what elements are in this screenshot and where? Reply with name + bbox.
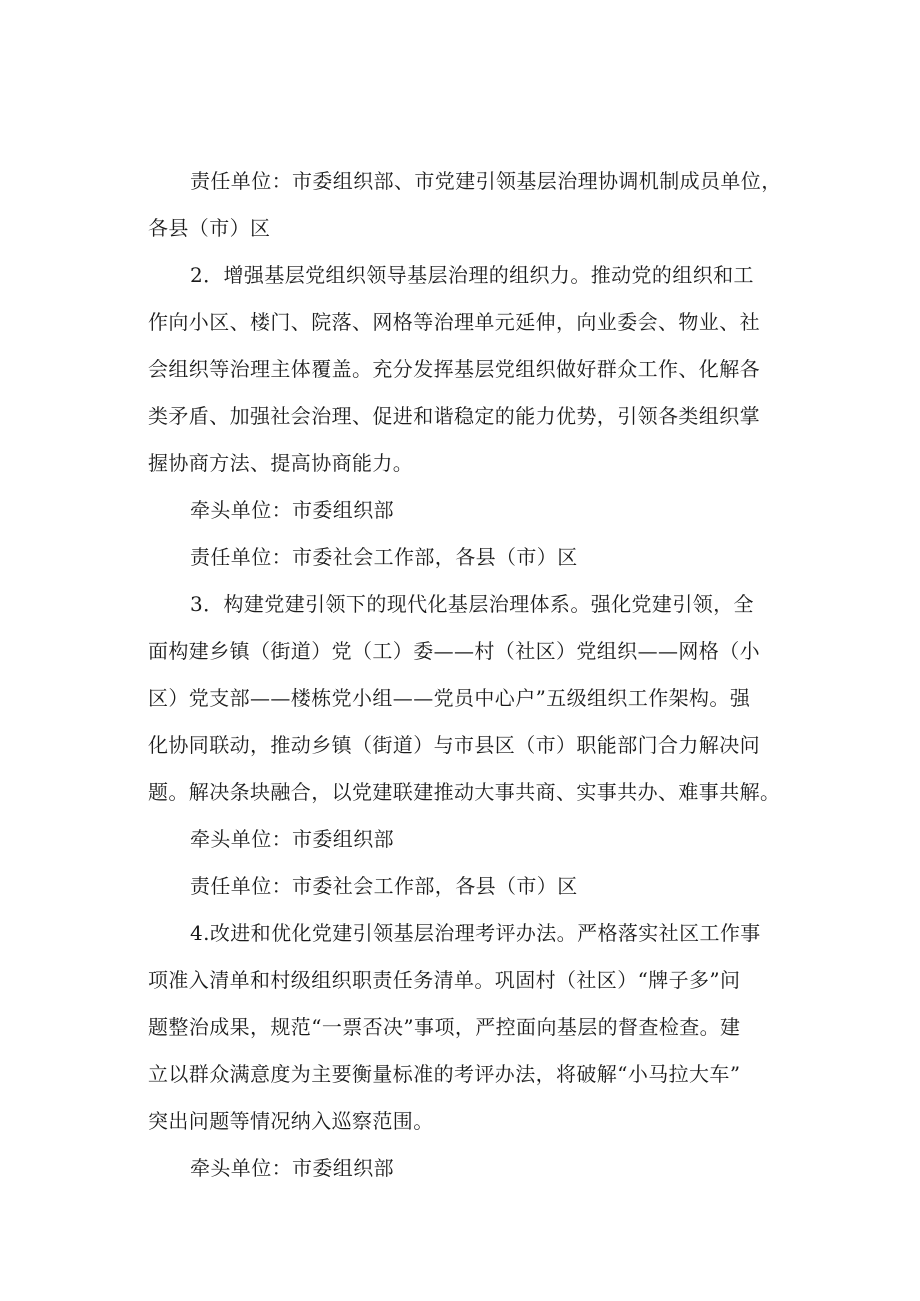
item-2-paragraph-line: 会组织等治理主体覆盖。充分发挥基层党组织做好群众工作、化解各 xyxy=(148,357,760,381)
item-4-paragraph-line: 4.改进和优化党建引领基层治理考评办法。严格落实社区工作事 xyxy=(190,921,761,945)
lead-unit-line: 牵头单位：市委组织部 xyxy=(190,1156,394,1180)
item-4-paragraph-line: 立以群众满意度为主要衡量标准的考评办法，将破解“小马拉大车” xyxy=(148,1062,741,1086)
responsibility-line-cont: 各县（市）区 xyxy=(148,216,271,240)
item-2-paragraph-line: 2．增强基层党组织领导基层治理的组织力。推动党的组织和工 xyxy=(190,263,754,287)
responsibility-line: 责任单位：市委组织部、市党建引领基层治理协调机制成员单位， xyxy=(190,169,782,193)
item-3-paragraph-line: 区）党支部——楼栋党小组——党员中心户”五级组织工作架构。强 xyxy=(148,686,751,710)
item-3-paragraph-line: 面构建乡镇（街道）党（工）委——村（社区）党组织——网格（小 xyxy=(148,639,760,663)
responsibility-line: 责任单位：市委社会工作部，各县（市）区 xyxy=(190,874,578,898)
item-4-paragraph-line: 题整治成果，规范“一票否决”事项，严控面向基层的督查检查。建 xyxy=(148,1015,741,1039)
item-2-paragraph-line: 握协商方法、提高协商能力。 xyxy=(148,451,414,475)
item-3-paragraph-line: 题。解决条块融合，以党建联建推动大事共商、实事共办、难事共解。 xyxy=(148,780,781,804)
item-3-paragraph-line: 化协同联动，推动乡镇（街道）与市县区（市）职能部门合力解决问 xyxy=(148,733,760,757)
document-page xyxy=(148,158,808,1192)
item-2-paragraph-line: 作向小区、楼门、院落、网格等治理单元延伸，向业委会、物业、社 xyxy=(148,310,760,334)
item-3-paragraph-line: 3．构建党建引领下的现代化基层治理体系。强化党建引领，全 xyxy=(190,592,754,616)
item-2-paragraph-line: 类矛盾、加强社会治理、促进和谐稳定的能力优势，引领各类组织掌 xyxy=(148,404,760,428)
responsibility-line: 责任单位：市委社会工作部，各县（市）区 xyxy=(190,545,578,569)
lead-unit-line: 牵头单位：市委组织部 xyxy=(190,498,394,522)
item-4-paragraph-line: 项准入清单和村级组织职责任务清单。巩固村（社区）“牌子多”问 xyxy=(148,968,741,992)
lead-unit-line: 牵头单位：市委组织部 xyxy=(190,827,394,851)
item-4-paragraph-line: 突出问题等情况纳入巡察范围。 xyxy=(148,1109,434,1133)
